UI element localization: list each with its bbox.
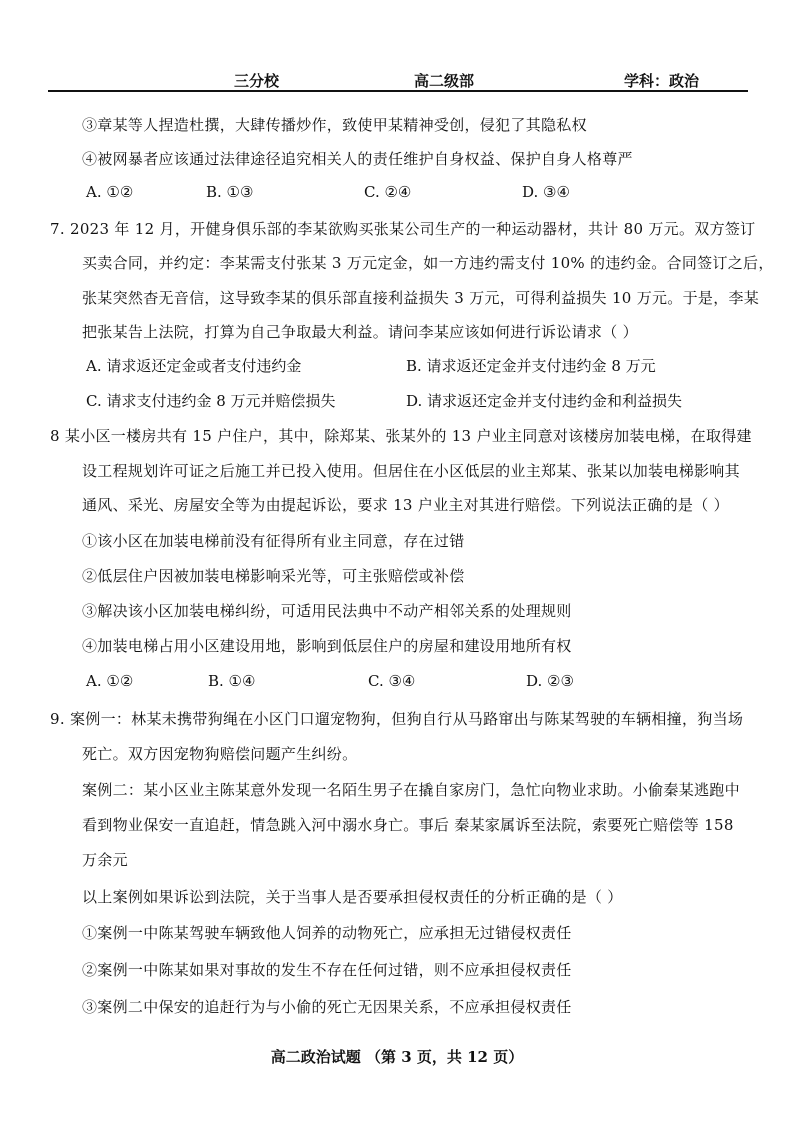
q9-line-3: 案例二：某小区业主陈某意外发现一名陌生男子在撬自家房门，急忙向物业求助。小偷秦某逃跑中 bbox=[82, 781, 740, 799]
q9-item-2: ②案例一中陈某如果对事故的发生不存在任何过错，则不应承担侵权责任 bbox=[82, 961, 572, 979]
q9-line-2: 死亡。双方因宠物狗赔偿问题产生纠纷。 bbox=[82, 745, 358, 763]
q8-line-3: 通风、采光、房屋安全等为由提起诉讼，要求 13 户业主对其进行赔偿。下列说法正确的是（ ） bbox=[82, 496, 729, 514]
q8-option-c: C. ③④ bbox=[368, 672, 416, 690]
header-subject: 学科：政治 bbox=[624, 72, 700, 90]
page-footer: 高二政治试题 （第 3 页，共 12 页） bbox=[270, 1048, 524, 1066]
q8-item-1: ①该小区在加装电梯前没有征得所有业主同意，存在过错 bbox=[82, 532, 465, 550]
q8-item-3: ③解决该小区加装电梯纠纷，可适用民法典中不动产相邻关系的处理规则 bbox=[82, 602, 572, 620]
q6-item-4: ④被网暴者应该通过法律途径追究相关人的责任维护自身权益、保护自身人格尊严 bbox=[82, 150, 633, 168]
q7-line-2: 买卖合同，并约定：李某需支付张某 3 万元定金，如一方违约需支付 10% 的违约金。合同签订之后， bbox=[82, 254, 774, 272]
q8-line-2: 设工程规划许可证之后施工并已投入使用。但居住在小区低层的业主郑某、张某以加装电梯影响其 bbox=[82, 462, 740, 480]
header-grade: 高二级部 bbox=[414, 72, 475, 90]
q6-option-d: D. ③④ bbox=[522, 183, 570, 201]
q7-line-3: 张某突然杳无音信，这导致李某的俱乐部直接利益损失 3 万元，可得利益损失 10 万元。于是，李某 bbox=[82, 289, 760, 307]
page-header bbox=[48, 66, 748, 92]
q6-option-a: A. ①② bbox=[86, 183, 134, 201]
q8-item-4: ④加装电梯占用小区建设用地，影响到低层住户的房屋和建设用地所有权 bbox=[82, 637, 572, 655]
q9-line-4: 看到物业保安一直追赶，情急跳入河中溺水身亡。事后 秦某家属诉至法院，索要死亡赔偿等 158 bbox=[82, 816, 734, 834]
q9-item-1: ①案例一中陈某驾驶车辆致他人饲养的动物死亡，应承担无过错侵权责任 bbox=[82, 924, 572, 942]
q7-option-a: A. 请求返还定金或者支付违约金 bbox=[86, 357, 302, 375]
q9-line-1: 9. 案例一：林某未携带狗绳在小区门口遛宠物狗，但狗自行从马路窜出与陈某驾驶的车辆相撞，狗当场 bbox=[50, 710, 744, 728]
q7-option-d: D. 请求返还定金并支付违约金和利益损失 bbox=[406, 392, 683, 410]
q8-line-1: 8 某小区一楼房共有 15 户住户，其中，除郑某、张某外的 13 户业主同意对该楼房加装电梯，在取得建 bbox=[50, 427, 752, 445]
q8-item-2: ②低层住户因被加装电梯影响采光等，可主张赔偿或补偿 bbox=[82, 567, 465, 585]
q6-option-b: B. ①③ bbox=[206, 183, 254, 201]
q6-item-3: ③章某等人捏造杜撰，大肆传播炒作，致使甲某精神受创，侵犯了其隐私权 bbox=[82, 116, 587, 134]
q7-line-1: 7. 2023 年 12 月，开健身俱乐部的李某欲购买张某公司生产的一种运动器材，共计 80 万元。双方签订 bbox=[50, 220, 756, 238]
q9-item-3: ③案例二中保安的追赶行为与小偷的死亡无因果关系，不应承担侵权责任 bbox=[82, 998, 572, 1016]
q7-option-b: B. 请求返还定金并支付违约金 8 万元 bbox=[406, 357, 656, 375]
q7-line-4: 把张某告上法院，打算为自己争取最大利益。请问李某应该如何进行诉讼请求（ ） bbox=[82, 323, 638, 341]
q9-line-6: 以上案例如果诉讼到法院，关于当事人是否要承担侵权责任的分析正确的是（ ） bbox=[82, 888, 623, 906]
q8-option-a: A. ①② bbox=[86, 672, 134, 690]
q7-option-c: C. 请求支付违约金 8 万元并赔偿损失 bbox=[86, 392, 336, 410]
q8-option-d: D. ②③ bbox=[526, 672, 574, 690]
q6-option-c: C. ②④ bbox=[364, 183, 412, 201]
q9-line-5: 万余元 bbox=[82, 851, 128, 869]
header-school: 三分校 bbox=[234, 72, 280, 90]
q8-option-b: B. ①④ bbox=[208, 672, 256, 690]
